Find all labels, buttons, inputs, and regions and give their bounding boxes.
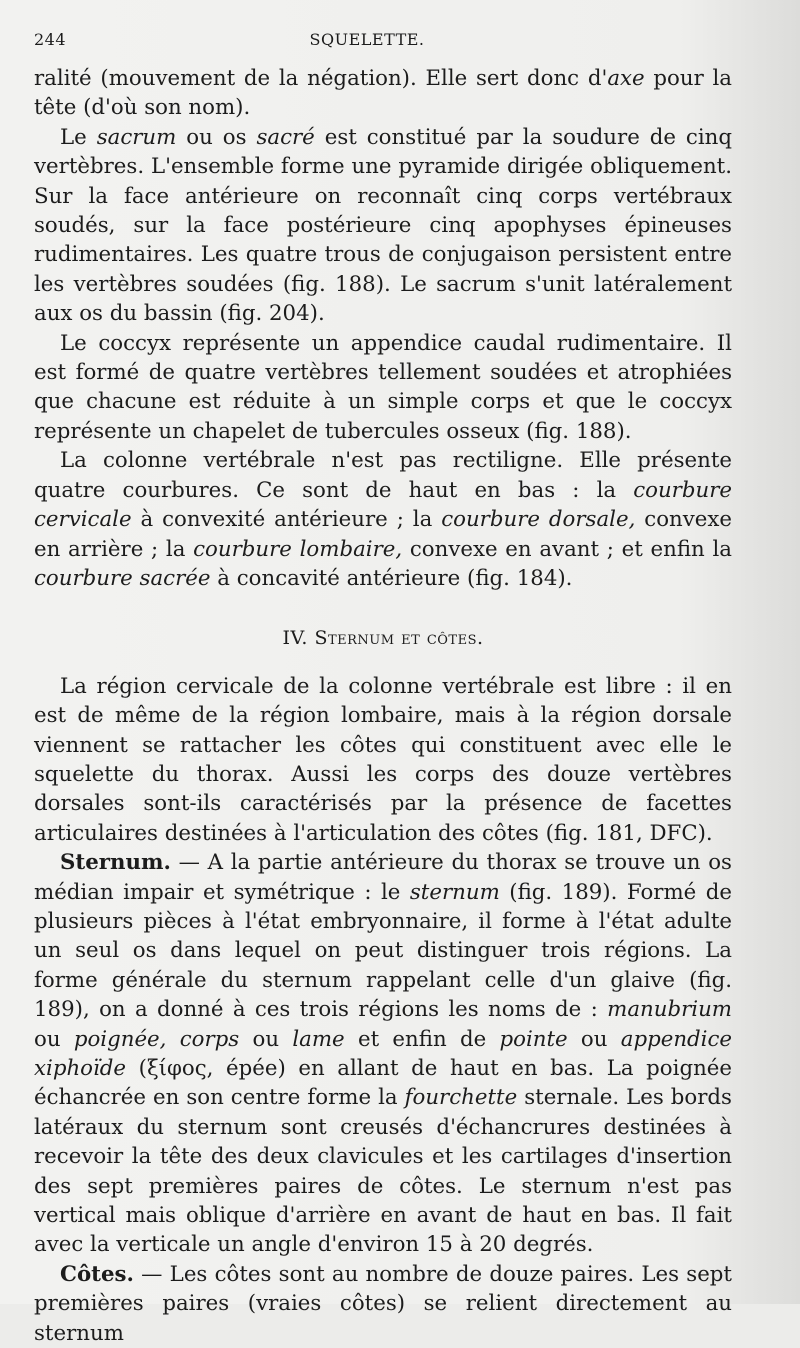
run-text: ou	[239, 1026, 293, 1052]
run-text: ralité (mouvement de la négation). Elle sert donc d'	[34, 66, 608, 91]
paragraph-continued	[34, 64, 732, 123]
run-text: sternale. Les bords latéraux du sternum sont creusés d'échancrures destinées à recevoir la tête des deux clavicules et les cartilages d'insertion des sept premières paires de côtes. Le sternum n'est pas vertical mais oblique d'arrière en avant de haut en bas. Il fait avec la verticale un angle d'environ 15 à 20 degrés.	[34, 1085, 732, 1258]
run-italic: courbure sacrée	[34, 565, 211, 591]
run-italic: sacré	[256, 124, 315, 150]
run-text: La région cervicale de la colonne vertébrale est libre : il en est de même de la région lombaire, mais à la région dorsale viennent se rattacher les côtes qui constituent avec elle le squelette du thorax. Aussi les corps des douze vertèbres dorsales sont-ils caractérisés par la présence de facettes articulaires destinées à l'articulation des côtes (fig. 181, DFC).	[34, 673, 732, 846]
run-text: — A la partie antérieure du thorax se trouve un os médian impair et symétrique : le	[34, 850, 732, 905]
run-text: convexe en arrière ; la	[34, 507, 732, 562]
paragraph-thorax	[34, 672, 732, 848]
run-text: Le coccyx représente un appendice caudal rudimentaire. Il est formé de quatre vertèbres tellement soudées et atrophiées que chacune est réduite à un simple corps et que le coccyx représente un chapelet de tubercules osseux (fig. 188).	[34, 330, 732, 444]
run-text: est constitué par la soudure de cinq vertèbres. L'ensemble forme une pyramide dirigée obliquement. Sur la face antérieure on reconnaît cinq corps vertébraux soudés, sur la face postérieure cinq apophyses épineuses rudimentaires. Les quatre trous de conjugaison persistent entre les vertèbres soudées (fig. 188). Le sacrum s'unit latéralement aux os du bassin (fig. 204).	[34, 124, 732, 327]
run-italic: manubrium	[607, 997, 732, 1023]
run-italic: courbure dorsale,	[441, 507, 636, 533]
section-title: Sternum et côtes.	[314, 627, 484, 650]
run-italic: sacrum	[96, 124, 177, 150]
run-heading: Côtes.	[60, 1261, 134, 1287]
run-text: ou os	[176, 124, 257, 150]
paragraph-courbures	[34, 446, 732, 593]
section-heading	[34, 624, 732, 653]
run-italic: appendice xiphoïde	[34, 1026, 733, 1081]
run-text: (ξίφος, épée) en allant de haut en bas. La poignée échancrée en son centre forme la	[34, 1056, 732, 1111]
run-text: pour la tête (d'où son nom).	[34, 66, 732, 121]
run-italic: sternum	[409, 879, 500, 905]
body-text	[34, 64, 732, 1348]
run-italic: poignée, corps	[73, 1026, 240, 1052]
run-text: Le	[60, 124, 97, 150]
running-head	[34, 30, 732, 64]
run-text: à convexité antérieure ; la	[131, 507, 442, 533]
run-italic: courbure lombaire,	[193, 536, 403, 562]
run-text: convexe en avant ; et enfin la	[402, 536, 732, 562]
page-number: 244	[34, 30, 67, 49]
section-numeral: IV.	[282, 627, 308, 650]
run-text: à concavité antérieure (fig. 184).	[210, 565, 573, 591]
run-text: La colonne vertébrale n'est pas rectiligne. Elle présente quatre courbures. Ce sont de haut en bas : la	[34, 448, 732, 503]
run-text: ou	[567, 1026, 621, 1052]
run-italic: axe	[607, 66, 645, 91]
run-italic: fourchette	[404, 1085, 518, 1111]
running-title: SQUELETTE.	[309, 30, 425, 49]
run-italic: lame	[292, 1026, 345, 1052]
run-italic: pointe	[499, 1026, 568, 1052]
paragraph-coccyx	[34, 329, 732, 447]
run-text: — Les côtes sont au nombre de douze paires. Les sept premières paires (vraies côtes) se relient directement au sternum	[34, 1261, 732, 1346]
run-text: ou	[34, 1026, 74, 1052]
paragraph-sternum	[34, 848, 732, 1260]
run-text: (fig. 189). Formé de plusieurs pièces à l'état embryonnaire, il forme à l'état adulte un seul os dans lequel on peut distinguer trois régions. La forme générale du sternum rappelant celle d'un glaive (fig. 189), on a donné à ces trois régions les noms de :	[34, 879, 732, 1023]
run-heading: Sternum.	[60, 850, 171, 876]
run-text: et enfin de	[344, 1026, 500, 1052]
run-italic: courbure cervicale	[34, 477, 732, 533]
paragraph-sacrum	[34, 123, 732, 329]
